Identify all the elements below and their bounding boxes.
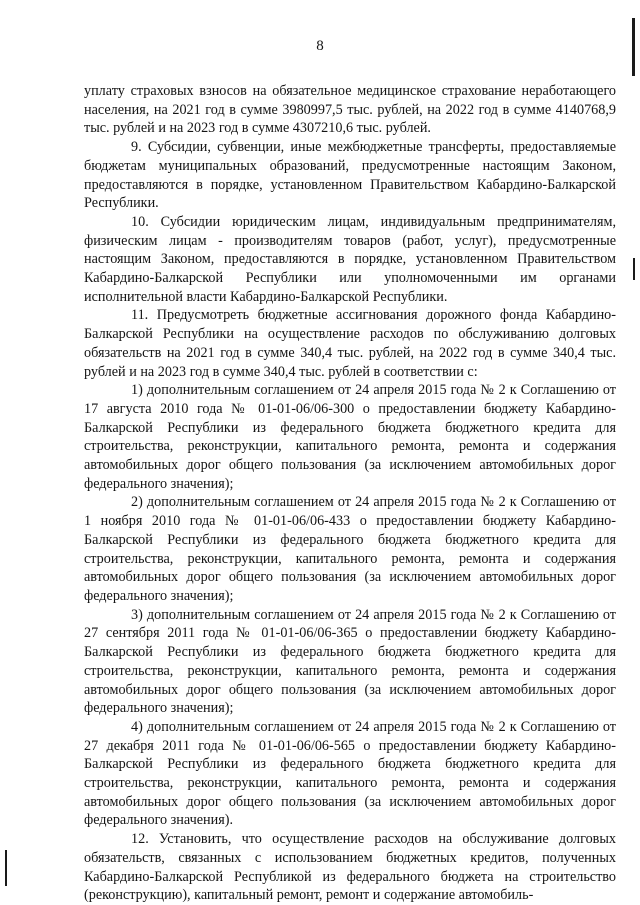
scan-edge-mark-right (633, 258, 635, 280)
paragraph-item-11: 11. Предусмотреть бюджетные ассигнования дорожного фонда Кабардино-Балкарской Республики на осуществление расходов по обслуживанию долговых обязательств на 2021 год в сумме 340,4 тыс. рублей, на 2022 год в сумме 340,4 тыс. рублей и на 2023 год в сумме 340,4 тыс. рублей в соответствии с: (84, 307, 616, 380)
scan-edge-mark-bottom-left (5, 850, 7, 886)
paragraph-item-11-4: 4) дополнительным соглашением от 24 апреля 2015 года № 2 к Соглашению от 27 декабря 2011 года № 01-01-06/06-565 о предоставлении бюджету Кабардино-Балкарской Республики из федерального бюджета бюджетного кредита для строительства, реконструкции, капитального ремонта, ремонта и содержания автомобильных дорог общего пользования (за исключением автомобильных дорог федерального значения). (84, 718, 616, 829)
paragraph-item-11-1: 1) дополнительным соглашением от 24 апреля 2015 года № 2 к Соглашению от 17 августа 2010 года № 01-01-06/06-300 о предоставлении бюджету Кабардино-Балкарской Республики из федерального бюджета бюджетного кредита для строительства, реконструкции, капитального ремонта, ремонта и содержания автомобильных дорог общего пользования (за исключением автомобильных дорог федерального значения); (84, 382, 616, 492)
paragraph-item-10: 10. Субсидии юридическим лицам, индивидуальным предпринимателям, физическим лицам - производителям товаров (работ, услуг), предусмотренные настоящим Законом, предоставляются в порядке, установленном Правительством Кабардино-Балкарской Республики или уполномоченными им органами исполнительной власти Кабардино-Балкарской Республики. (84, 213, 616, 305)
paragraph-item-11-2: 2) дополнительным соглашением от 24 апреля 2015 года № 2 к Соглашению от 1 ноября 2010 года № 01-01-06/06-433 о предоставлении бюджету Кабардино-Балкарской Республики из федерального бюджета бюджетного кредита для строительства, реконструкции, капитального ремонта, ремонта и содержания автомобильных дорог общего пользования (за исключением автомобильных дорог федерального значения); (84, 494, 616, 604)
paragraph-item-11-3: 3) дополнительным соглашением от 24 апреля 2015 года № 2 к Соглашению от 27 сентября 2011 года № 01-01-06/06-365 о предоставлении бюджету Кабардино-Балкарской Республики из федерального бюджета бюджетного кредита для строительства, реконструкции, капитального ремонта, ремонта и содержания автомобильных дорог общего пользования (за исключением автомобильных дорог федерального значения); (84, 606, 616, 717)
paragraph-item-12: 12. Установить, что осуществление расходов на обслуживание долговых обязательств, связанных с использованием бюджетных кредитов, полученных Кабардино-Балкарской Республикой из федерального бюджета на строительство (реконструкцию), капитальный ремонт, ремонт и содержание автомобиль- (84, 831, 616, 904)
document-body (84, 82, 616, 905)
scan-edge-mark-top-right (632, 18, 635, 76)
paragraph-continuation: уплату страховых взносов на обязательное медицинское страхование неработающего населения, на 2021 год в сумме 3980997,5 тыс. рублей, на 2022 год в сумме 4140768,9 тыс. рублей и на 2023 год в сумме 4307210,6 тыс. рублей. (84, 83, 616, 137)
page-number: 8 (316, 38, 324, 54)
paragraph-item-9: 9. Субсидии, субвенции, иные межбюджетные трансферты, предоставляемые бюджетам муниципальных образований, предусмотренные настоящим Законом, предоставляются в порядке, установленном Правительством Кабардино-Балкарской Республики. (84, 139, 616, 212)
